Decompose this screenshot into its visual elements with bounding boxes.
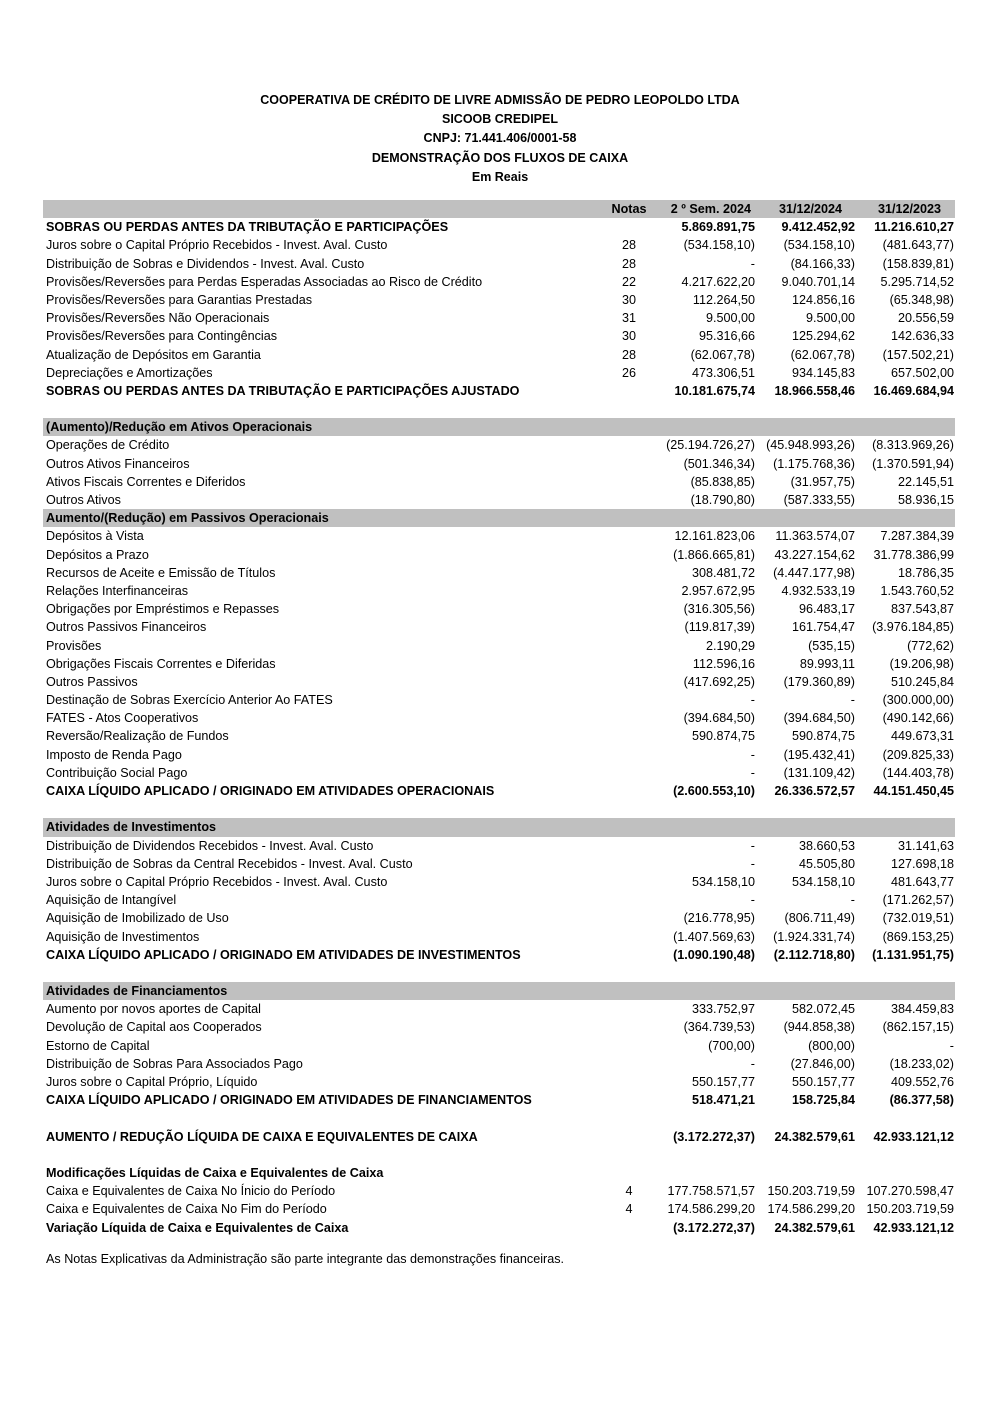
row-label: Atividades de Investimentos [46, 820, 217, 835]
value-31-12-2024: 124.856,16 [791, 292, 855, 307]
value-31-12-2024: 89.993,11 [799, 656, 855, 671]
row-note: 30 [621, 329, 636, 344]
table-row [43, 1073, 955, 1091]
value-31-12-2023: (3.976.184,85) [872, 620, 954, 635]
value-31-12-2023: 18.786,35 [897, 565, 954, 580]
total-row [43, 1164, 955, 1182]
row-label: Operações de Crédito [46, 438, 170, 453]
value-2nd-semester-2024: - [750, 838, 755, 853]
currency-unit: Em Reais [471, 169, 529, 184]
value-31-12-2024: (587.333,55) [783, 493, 855, 507]
row-label: Outros Passivos [46, 674, 138, 689]
table-row [43, 746, 955, 764]
value-2nd-semester-2024: (62.067,78) [690, 347, 755, 362]
value-31-12-2024: (62.067,78) [790, 347, 855, 362]
value-31-12-2023: (8.313.969,26) [872, 438, 954, 453]
table-row [43, 873, 955, 891]
value-31-12-2024: 934.145,83 [791, 365, 855, 380]
row-label: Relações Interfinanceiras [46, 583, 189, 598]
table-row [43, 327, 955, 345]
spacer-row [43, 400, 955, 418]
value-2nd-semester-2024: (316.305,56) [683, 602, 755, 617]
row-label: Provisões/Reversões Não Operacionais [46, 311, 270, 326]
value-2nd-semester-2024: 5.869.891,75 [681, 220, 755, 235]
table-row [43, 364, 955, 382]
spacer-row [43, 1146, 955, 1164]
value-2nd-semester-2024: 308.481,72 [691, 565, 755, 580]
row-label: Depósitos a Prazo [46, 547, 149, 562]
row-label: Obrigações Fiscais Correntes e Diferidas [46, 656, 276, 671]
row-label: Imposto de Renda Pago [46, 747, 182, 762]
row-label: Juros sobre o Capital Próprio, Líquido [46, 1075, 258, 1089]
row-label: Depósitos à Vista [46, 529, 144, 544]
value-31-12-2023: 449.673,31 [890, 729, 954, 744]
table-row [43, 582, 955, 600]
value-2nd-semester-2024: 534.158,10 [691, 874, 755, 889]
value-2nd-semester-2024: 9.500,00 [705, 311, 755, 326]
value-31-12-2024: (1.175.768,36) [773, 456, 855, 471]
footnote: As Notas Explicativas da Administração são parte integrante das demonstrações financeiras. [46, 1252, 565, 1266]
value-2nd-semester-2024: (1.866.665,81) [673, 547, 755, 562]
value-31-12-2024: (535,15) [808, 638, 855, 653]
value-31-12-2024: (806.711,49) [784, 911, 855, 926]
table-row [43, 309, 955, 327]
total-row [43, 1219, 955, 1237]
value-31-12-2023: (490.142,66) [882, 711, 954, 726]
row-label: Aquisição de Intangível [46, 893, 177, 908]
row-label: Aquisição de Imobilizado de Uso [46, 911, 229, 926]
row-label: Ativos Fiscais Correntes e Diferidos [46, 474, 246, 489]
value-31-12-2023: 31.778.386,99 [873, 547, 954, 562]
row-label: AUMENTO / REDUÇÃO LÍQUIDA DE CAIXA E EQUIVALENTES DE CAIXA [46, 1129, 478, 1144]
value-2nd-semester-2024: - [750, 693, 755, 708]
row-label: Contribuição Social Pago [46, 765, 188, 780]
value-31-12-2024: 150.203.719,59 [767, 1184, 855, 1199]
value-31-12-2024: 590.874,75 [791, 729, 855, 744]
row-label: Outros Ativos Financeiros [46, 456, 190, 471]
cash-flow-table [43, 200, 955, 1237]
value-31-12-2024: 18.966.558,46 [774, 383, 855, 398]
value-31-12-2023: 22.145,51 [897, 474, 954, 489]
table-row [43, 1055, 955, 1073]
value-2nd-semester-2024: 518.471,21 [691, 1093, 755, 1108]
value-31-12-2024: (179.360,89) [783, 674, 855, 689]
table-row [43, 473, 955, 491]
section-header-row [43, 818, 955, 836]
value-31-12-2023: 5.295.714,52 [880, 274, 954, 289]
value-2nd-semester-2024: (700,00) [708, 1038, 755, 1053]
row-label: CAIXA LÍQUIDO APLICADO / ORIGINADO EM ATIVIDADES DE FINANCIAMENTOS [46, 1093, 532, 1108]
column-header-row [43, 200, 955, 218]
spacer-row [43, 964, 955, 982]
table-row [43, 346, 955, 364]
table-row [43, 727, 955, 745]
value-31-12-2023: 11.216.610,27 [874, 220, 954, 235]
row-label: Obrigações por Empréstimos e Repasses [46, 602, 280, 617]
row-label: (Aumento)/Redução em Ativos Operacionais [46, 420, 313, 435]
row-note: 28 [621, 238, 636, 253]
value-31-12-2024: 45.505,80 [798, 856, 855, 871]
section-header-row [43, 418, 955, 436]
value-2nd-semester-2024: (1.090.190,48) [673, 947, 755, 962]
document-title: DEMONSTRAÇÃO DOS FLUXOS DE CAIXA [371, 150, 629, 165]
value-31-12-2023: 657.502,00 [890, 365, 954, 380]
row-label: Depreciações e Amortizações [46, 365, 213, 380]
value-31-12-2024: 24.382.579,61 [774, 1129, 855, 1144]
value-31-12-2023: (732.019,51) [882, 911, 954, 926]
value-31-12-2024: (195.432,41) [783, 747, 855, 762]
value-2nd-semester-2024: - [750, 1056, 755, 1071]
value-31-12-2024: 24.382.579,61 [774, 1220, 855, 1235]
row-label: SOBRAS OU PERDAS ANTES DA TRIBUTAÇÃO E PARTICIPAÇÕES [46, 220, 449, 235]
row-note: 22 [621, 274, 636, 289]
row-label: Atualização de Depósitos em Garantia [46, 347, 261, 362]
row-label: Juros sobre o Capital Próprio Recebidos - Invest. Aval. Custo [46, 238, 388, 253]
value-31-12-2023: (772,62) [907, 638, 954, 653]
row-label: Aumento por novos aportes de Capital [46, 1002, 261, 1017]
value-31-12-2024: (534.158,10) [783, 238, 855, 253]
value-31-12-2023: (19.206,98) [889, 656, 954, 671]
value-2nd-semester-2024: (18.790,80) [690, 493, 755, 507]
value-31-12-2023: 44.151.450,45 [873, 784, 954, 798]
table-row [43, 546, 955, 564]
table-row [43, 891, 955, 909]
row-label: Estorno de Capital [46, 1038, 150, 1053]
value-31-12-2024: (944.858,38) [783, 1020, 855, 1035]
value-2nd-semester-2024: 12.161.823,06 [674, 529, 755, 544]
value-2nd-semester-2024: (1.407.569,63) [673, 929, 755, 944]
value-31-12-2023: 127.698,18 [890, 856, 954, 871]
value-31-12-2024: (394.684,50) [783, 711, 855, 726]
value-31-12-2024: (45.948.993,26) [766, 438, 855, 453]
row-label: CAIXA LÍQUIDO APLICADO / ORIGINADO EM ATIVIDADES DE INVESTIMENTOS [46, 947, 521, 962]
table-row [43, 291, 955, 309]
value-31-12-2023: (86.377,58) [889, 1093, 954, 1108]
value-2nd-semester-2024: (534.158,10) [683, 238, 755, 253]
value-31-12-2024: 158.725,84 [791, 1093, 855, 1108]
table-row [43, 1018, 955, 1036]
table-row [43, 837, 955, 855]
total-row [43, 782, 955, 800]
row-label: FATES - Atos Cooperativos [46, 711, 199, 726]
row-label: Aumento/(Redução) em Passivos Operacionais [46, 511, 329, 526]
value-31-12-2024: 96.483,17 [798, 602, 855, 617]
value-31-12-2023: 58.936,15 [897, 493, 954, 507]
table-row [43, 436, 955, 454]
column-header-notes: Notas [611, 202, 647, 216]
row-label: Caixa e Equivalentes de Caixa No Fim do Período [46, 1202, 327, 1217]
value-31-12-2024: 534.158,10 [791, 874, 855, 889]
row-label: Provisões/Reversões para Garantias Prestadas [46, 292, 312, 307]
value-31-12-2023: 42.933.121,12 [873, 1129, 954, 1144]
value-31-12-2023: (158.839,81) [882, 256, 954, 271]
value-31-12-2024: - [850, 893, 855, 908]
value-31-12-2023: 7.287.384,39 [880, 529, 954, 544]
row-label: SOBRAS OU PERDAS ANTES DA TRIBUTAÇÃO E PARTICIPAÇÕES AJUSTADO [46, 383, 520, 398]
value-2nd-semester-2024: - [750, 747, 755, 762]
value-2nd-semester-2024: (417.692,25) [683, 674, 755, 689]
value-2nd-semester-2024: 10.181.675,74 [674, 383, 755, 398]
value-2nd-semester-2024: (119.817,39) [684, 620, 755, 635]
value-2nd-semester-2024: (216.778,95) [683, 911, 755, 926]
value-31-12-2023: (1.370.591,94) [872, 456, 954, 471]
spacer-row [43, 800, 955, 818]
company-name: COOPERATIVA DE CRÉDITO DE LIVRE ADMISSÃO DE PEDRO LEOPOLDO LTDA [260, 93, 740, 107]
table-row [43, 618, 955, 636]
row-label: Outros Ativos [46, 493, 121, 507]
row-label: Distribuição de Dividendos Recebidos - Invest. Aval. Custo [46, 838, 374, 853]
value-31-12-2024: 9.040.701,14 [781, 274, 855, 289]
value-31-12-2024: (1.924.331,74) [773, 929, 855, 944]
value-2nd-semester-2024: (85.838,85) [690, 474, 755, 489]
value-31-12-2024: 38.660,53 [798, 838, 855, 853]
value-31-12-2024: 4.932.533,19 [781, 583, 855, 598]
value-31-12-2024: (27.846,00) [790, 1056, 855, 1071]
value-31-12-2023: 837.543,87 [890, 602, 954, 617]
value-31-12-2024: (4.447.177,98) [773, 565, 855, 580]
value-31-12-2023: (862.157,15) [882, 1020, 954, 1035]
value-31-12-2023: 510.245,84 [890, 674, 954, 689]
brand-name: SICOOB CREDIPEL [442, 112, 558, 127]
value-2nd-semester-2024: 2.190,29 [705, 638, 755, 653]
cnpj: CNPJ: 71.441.406/0001-58 [423, 131, 577, 146]
value-2nd-semester-2024: (25.194.726,27) [666, 438, 755, 453]
value-2nd-semester-2024: 4.217.622,20 [681, 274, 755, 289]
value-2nd-semester-2024: 112.264,50 [692, 292, 755, 307]
total-row [43, 1128, 955, 1146]
table-row [43, 236, 955, 254]
table-row [43, 637, 955, 655]
value-2nd-semester-2024: - [750, 765, 755, 780]
table-row [43, 527, 955, 545]
value-31-12-2023: (481.643,77) [882, 238, 954, 253]
value-2nd-semester-2024: 95.316,66 [698, 329, 755, 344]
table-body [43, 218, 955, 1237]
value-31-12-2023: 384.459,83 [890, 1002, 954, 1017]
spacer-row [43, 1109, 955, 1127]
table-row [43, 764, 955, 782]
row-label: Distribuição de Sobras Para Associados Pago [46, 1056, 303, 1071]
value-2nd-semester-2024: 174.586.299,20 [667, 1202, 755, 1217]
row-label: Recursos de Aceite e Emissão de Títulos [46, 565, 276, 580]
table-row [43, 455, 955, 473]
row-note: 30 [621, 292, 636, 307]
table-row [43, 255, 955, 273]
row-label: Juros sobre o Capital Próprio Recebidos - Invest. Aval. Custo [46, 874, 388, 889]
value-31-12-2023: 20.556,59 [897, 311, 954, 326]
value-31-12-2024: 174.586.299,20 [767, 1202, 855, 1217]
column-header-31-12-2024: 31/12/2024 [778, 202, 842, 216]
table-row [43, 1000, 955, 1018]
value-2nd-semester-2024: 590.874,75 [691, 729, 755, 744]
section-header-row [43, 982, 955, 1000]
total-row [43, 218, 955, 236]
table-row [43, 1182, 955, 1200]
value-31-12-2024: 43.227.154,62 [774, 547, 855, 562]
table-row [43, 564, 955, 582]
table-row [43, 273, 955, 291]
value-2nd-semester-2024: (394.684,50) [683, 711, 755, 726]
value-31-12-2024: (2.112.718,80) [773, 947, 855, 962]
value-31-12-2023: - [949, 1038, 954, 1053]
value-31-12-2023: (18.233,02) [889, 1056, 954, 1071]
value-31-12-2024: 9.412.452,92 [781, 220, 855, 235]
value-31-12-2024: 550.157,77 [791, 1075, 855, 1089]
value-31-12-2023: (157.502,21) [882, 347, 954, 362]
value-31-12-2023: (209.825,33) [882, 747, 954, 762]
section-header-row [43, 509, 955, 527]
row-label: Aquisição de Investimentos [46, 929, 200, 944]
table-row [43, 855, 955, 873]
value-2nd-semester-2024: 473.306,51 [691, 365, 755, 380]
value-31-12-2023: 1.543.760,52 [880, 583, 954, 598]
table-row [43, 600, 955, 618]
value-2nd-semester-2024: 550.157,77 [691, 1075, 755, 1089]
table-row [43, 491, 955, 509]
value-2nd-semester-2024: (3.172.272,37) [673, 1220, 755, 1235]
table-row [43, 1037, 955, 1055]
row-label: Destinação de Sobras Exercício Anterior Ao FATES [46, 693, 333, 708]
table-row [43, 709, 955, 727]
value-31-12-2023: (171.262,57) [882, 893, 954, 908]
table-row [43, 691, 955, 709]
row-label: Provisões/Reversões para Contingências [46, 329, 278, 344]
row-label: Outros Passivos Financeiros [46, 620, 207, 635]
value-31-12-2024: - [850, 693, 855, 708]
row-label: Atividades de Financiamentos [46, 984, 228, 999]
row-label: CAIXA LÍQUIDO APLICADO / ORIGINADO EM ATIVIDADES OPERACIONAIS [46, 784, 495, 798]
value-31-12-2024: 9.500,00 [805, 311, 855, 326]
value-31-12-2024: 582.072,45 [791, 1002, 855, 1017]
value-2nd-semester-2024: 177.758.571,57 [667, 1184, 755, 1199]
row-note: 28 [621, 256, 636, 271]
value-2nd-semester-2024: 112.596,16 [692, 656, 755, 671]
value-2nd-semester-2024: (3.172.272,37) [673, 1129, 755, 1144]
value-31-12-2023: 481.643,77 [890, 874, 954, 889]
value-31-12-2023: (869.153,25) [882, 929, 954, 944]
document-header [0, 91, 1000, 187]
value-31-12-2023: (65.348,98) [889, 292, 954, 307]
value-2nd-semester-2024: - [750, 256, 755, 271]
row-label: Distribuição de Sobras da Central Recebidos - Invest. Aval. Custo [46, 856, 413, 871]
value-31-12-2023: (300.000,00) [882, 693, 954, 708]
value-31-12-2024: 125.294,62 [791, 329, 855, 344]
value-31-12-2023: (144.403,78) [882, 765, 954, 780]
table-row [43, 909, 955, 927]
value-2nd-semester-2024: (501.346,34) [683, 456, 755, 471]
row-label: Provisões [46, 638, 102, 653]
row-label: Distribuição de Sobras e Dividendos - Invest. Aval. Custo [46, 256, 365, 271]
value-31-12-2024: (131.109,42) [783, 765, 855, 780]
row-note: 4 [625, 1202, 633, 1217]
value-31-12-2023: 409.552,76 [890, 1075, 954, 1089]
row-label: Caixa e Equivalentes de Caixa No Ínicio do Período [46, 1184, 336, 1199]
value-2nd-semester-2024: 2.957.672,95 [681, 583, 755, 598]
value-31-12-2024: 161.754,47 [791, 620, 855, 635]
value-31-12-2024: 11.363.574,07 [775, 529, 855, 544]
column-header-2nd-semester-2024: 2 º Sem. 2024 [670, 202, 751, 216]
value-31-12-2024: (800,00) [808, 1038, 855, 1053]
value-31-12-2023: 16.469.684,94 [873, 383, 954, 398]
value-2nd-semester-2024: (2.600.553,10) [673, 784, 755, 798]
row-label: Reversão/Realização de Fundos [46, 729, 229, 744]
row-label: Variação Líquida de Caixa e Equivalentes de Caixa [46, 1220, 349, 1235]
value-2nd-semester-2024: - [750, 893, 755, 908]
row-label: Provisões/Reversões para Perdas Esperadas Associadas ao Risco de Crédito [46, 274, 483, 289]
column-header-31-12-2023: 31/12/2023 [877, 202, 941, 216]
total-row [43, 946, 955, 964]
row-note: 4 [625, 1184, 633, 1199]
value-31-12-2023: (1.131.951,75) [872, 947, 954, 962]
table-row [43, 1200, 955, 1218]
value-31-12-2024: 26.336.572,57 [774, 784, 855, 798]
value-31-12-2024: (84.166,33) [790, 256, 855, 271]
table-row [43, 673, 955, 691]
table-row [43, 655, 955, 673]
value-31-12-2023: 107.270.598,47 [866, 1184, 954, 1199]
value-31-12-2023: 31.141,63 [897, 838, 954, 853]
row-note: 28 [621, 347, 636, 362]
row-label: Devolução de Capital aos Cooperados [46, 1020, 262, 1035]
value-2nd-semester-2024: (364.739,53) [683, 1020, 755, 1035]
value-31-12-2023: 150.203.719,59 [866, 1202, 954, 1217]
row-note: 31 [621, 311, 636, 326]
row-note: 26 [621, 365, 636, 380]
table-row [43, 928, 955, 946]
value-2nd-semester-2024: 333.752,97 [691, 1002, 755, 1017]
row-label: Modificações Líquidas de Caixa e Equivalentes de Caixa [46, 1165, 384, 1180]
total-row [43, 382, 955, 400]
value-31-12-2023: 42.933.121,12 [873, 1220, 954, 1235]
total-row [43, 1091, 955, 1109]
value-31-12-2023: 142.636,33 [890, 329, 954, 344]
value-31-12-2024: (31.957,75) [790, 474, 855, 489]
value-2nd-semester-2024: - [750, 856, 755, 871]
